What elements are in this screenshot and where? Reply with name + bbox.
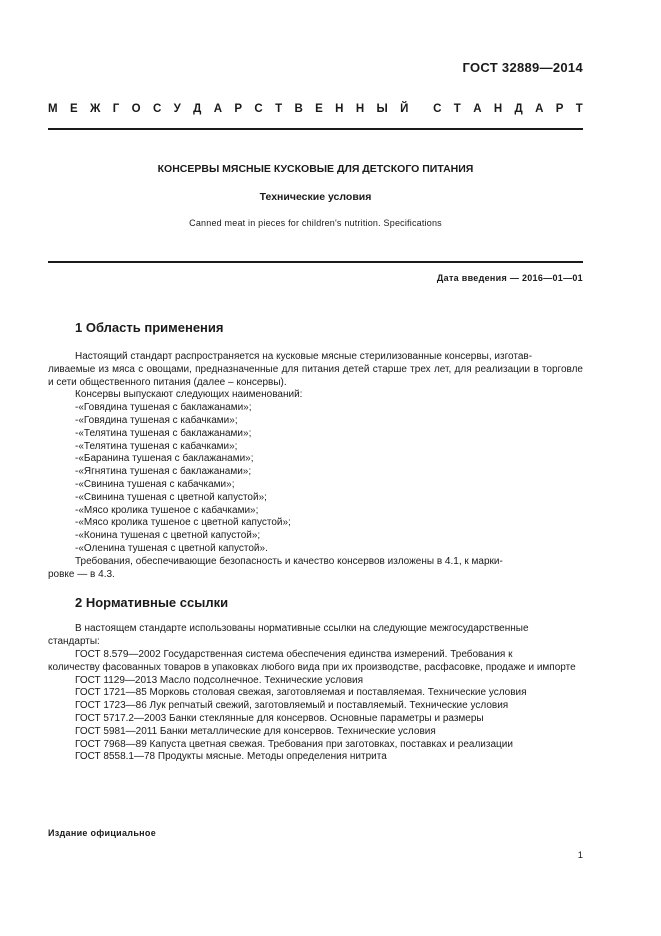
section-2-paragraph-1-rest: стандарты: — [48, 636, 100, 648]
interstate-letter: А — [535, 103, 544, 115]
list-item: -«Мясо кролика тушеное с цветной капустой»; — [75, 517, 291, 529]
section-2-paragraph-1 — [48, 623, 583, 649]
interstate-letter: Ж — [89, 103, 101, 115]
section-1-heading: 1 Область применения — [75, 320, 224, 335]
page-number: 1 — [577, 850, 583, 861]
interstate-letter: Н — [355, 103, 365, 115]
official-edition-label: Издание официальное — [48, 828, 157, 838]
interstate-letter: Н — [335, 103, 344, 115]
list-item: -«Ягнятина тушеная с баклажанами»; — [75, 466, 252, 478]
section-1-paragraph-1-first-line: Настоящий стандарт распространяется на кусковые мясные стерилизованные консервы, изготав- — [75, 351, 533, 362]
document-title-english: Canned meat in pieces for children's nutrition. Specifications — [189, 218, 442, 228]
interstate-letter: А — [473, 103, 482, 115]
product-names-list — [75, 402, 583, 556]
interstate-letter: С — [433, 103, 442, 115]
interstate-letter: С — [254, 103, 263, 115]
reference-gost-8579-first-line: ГОСТ 8.579—2002 Государственная система обеспечения единства измерений. Требования к — [75, 648, 513, 660]
interstate-letter: О — [131, 103, 141, 115]
reference-item: ГОСТ 5717.2—2003 Банки стеклянные для консервов. Основные параметры и размеры — [75, 712, 484, 724]
standard-number: ГОСТ 32889—2014 — [462, 60, 583, 75]
interstate-letter: Ы — [376, 103, 388, 115]
section-1-paragraph-3 — [48, 555, 583, 582]
references-list — [75, 675, 583, 765]
header-rule — [48, 128, 583, 130]
interstate-letter: В — [294, 103, 303, 115]
section-2-paragraph-1-first-line: В настоящем стандарте использованы нормативные ссылки на следующие межгосударственные — [75, 623, 529, 635]
reference-item: ГОСТ 1721—85 Морковь столовая свежая, заготовляемая и поставляемая. Технические условия — [75, 687, 527, 699]
list-item: -«Телятина тушеная с кабачками»; — [75, 440, 238, 452]
reference-gost-8579-rest: количеству фасованных товаров в упаковках любого вида при их производстве, расфасовке, продаже и импорте — [48, 661, 576, 673]
interstate-letter: Т — [575, 103, 583, 115]
list-item: -«Телятина тушеная с баклажанами»; — [75, 427, 252, 439]
list-item: -«Свинина тушеная с цветной капустой»; — [75, 491, 267, 503]
reference-item: ГОСТ 1723—86 Лук репчатый свежий, заготовляемый и поставляемый. Технические условия — [75, 700, 509, 712]
reference-gost-8579 — [48, 648, 583, 675]
reference-item: ГОСТ 8558.1—78 Продукты мясные. Методы определения нитрита — [75, 751, 387, 763]
interstate-letter: Е — [315, 103, 323, 115]
title-rule — [48, 261, 583, 263]
introduction-date: Дата введения — 2016—01—01 — [436, 273, 583, 283]
reference-item: ГОСТ 5981—2011 Банки металлические для консервов. Технические условия — [75, 725, 436, 737]
section-2-heading: 2 Нормативные ссылки — [75, 595, 229, 611]
list-item: -«Говядина тушеная с баклажанами»; — [75, 402, 252, 414]
document-body — [48, 320, 583, 764]
document-title: КОНСЕРВЫ МЯСНЫЕ КУСКОВЫЕ ДЛЯ ДЕТСКОГО ПИТАНИЯ — [157, 163, 474, 175]
interstate-letter: Г — [112, 103, 120, 115]
section-1-paragraph-1 — [48, 351, 583, 389]
interstate-standard-banner — [48, 103, 583, 115]
interstate-letter: Р — [234, 103, 243, 115]
document-subtitle: Технические условия — [259, 191, 372, 203]
section-1-paragraph-1-rest: ливаемые из мяса с овощами, предназначенные для питания детей старше трех лет, для реализации в торговле и сети общественного питания (далее – консервы). — [48, 363, 583, 388]
interstate-letter: Н — [493, 103, 503, 115]
interstate-letter: М — [48, 103, 58, 115]
interstate-letter: Й — [400, 103, 409, 115]
interstate-letter: Т — [453, 103, 461, 115]
interstate-letter: Р — [555, 103, 564, 115]
reference-item: ГОСТ 7968—89 Капуста цветная свежая. Требования при заготовках, поставках и реализации — [75, 738, 513, 750]
interstate-letter: Е — [69, 103, 78, 115]
list-item: -«Говядина тушеная с кабачками»; — [75, 414, 238, 426]
interstate-letter: Т — [275, 103, 283, 115]
list-item: -«Свинина тушеная с кабачками»; — [75, 478, 235, 490]
reference-item: ГОСТ 1129—2013 Масло подсолнечное. Технические условия — [75, 674, 364, 686]
list-item: -«Мясо кролика тушеное с кабачками»; — [75, 504, 259, 516]
list-item: -«Баранина тушеная с баклажанами»; — [75, 453, 254, 465]
section-1-paragraph-2: Консервы выпускают следующих наименований: — [75, 389, 303, 401]
section-1-paragraph-3-rest: ровке — в 4.3. — [48, 568, 115, 580]
interstate-letter: У — [173, 103, 181, 115]
interstate-letter: Д — [514, 103, 523, 115]
list-item: -«Оленина тушеная с цветной капустой». — [75, 542, 268, 554]
interstate-letter: Д — [193, 103, 202, 115]
list-item: -«Конина тушеная с цветной капустой»; — [75, 530, 261, 542]
interstate-letter: А — [213, 103, 223, 115]
section-1-paragraph-3-first-line: Требования, обеспечивающие безопасность и качество консервов изложены в 4.1, к марки- — [75, 555, 503, 567]
interstate-letter: С — [152, 103, 162, 115]
